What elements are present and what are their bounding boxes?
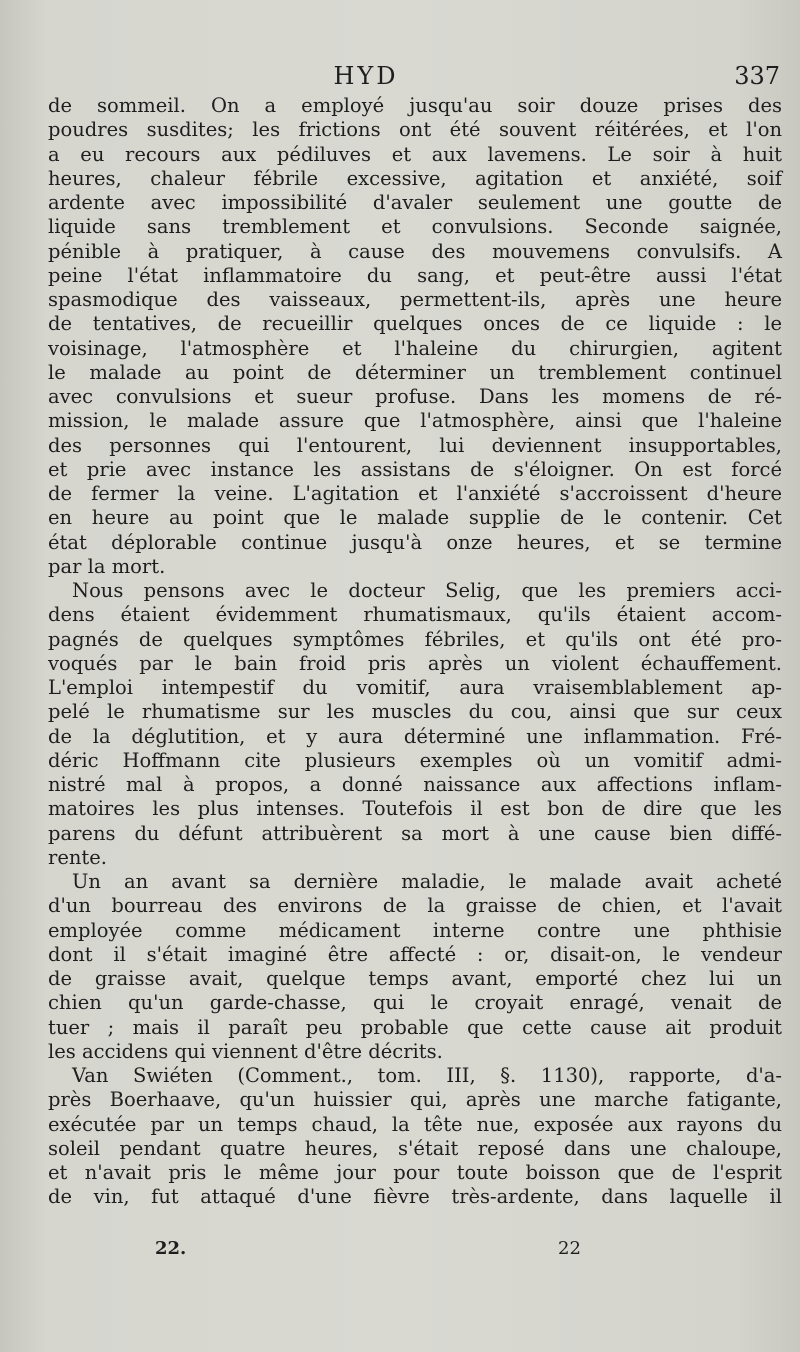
text-line: soleil pendant quatre heures, s'était reposé dans une chaloupe, — [48, 1136, 782, 1160]
signature-mark: 22. — [155, 1238, 187, 1259]
text-line: de graisse avait, quelque temps avant, emporté chez lui un — [48, 967, 782, 990]
page-number: 337 — [734, 62, 780, 90]
text-line: pénible à pratiquer, à cause des mouvemens convulsifs. A — [48, 239, 782, 263]
text-line: Un an avant sa dernière maladie, le malade avait acheté — [72, 870, 782, 893]
footer-number: 22 — [558, 1238, 581, 1259]
text-line: de fermer la veine. L'agitation et l'anxiété s'accroissent d'heure — [48, 482, 782, 505]
text-line: voqués par le bain froid pris après un violent échauffement. — [48, 651, 782, 675]
text-line: dens étaient évidemment rhumatismaux, qu'ils étaient accom- — [48, 603, 782, 627]
text-line: parens du défunt attribuèrent sa mort à une cause bien diffé- — [48, 821, 782, 845]
text-line: poudres susdites; les frictions ont été souvent réitérées, et l'on — [48, 118, 782, 142]
text-line: et prie avec instance les assistans de s'éloigner. On est forcé — [48, 457, 782, 481]
text-line: peine l'état inflammatoire du sang, et peut-être aussi l'état — [48, 263, 782, 287]
text-line: près Boerhaave, qu'un huissier qui, après une marche fatigante, — [48, 1088, 782, 1112]
running-head: HYD — [333, 62, 399, 90]
text-line: voisinage, l'atmosphère et l'haleine du chirurgien, agitent — [48, 336, 782, 360]
text-line: L'emploi intempestif du vomitif, aura vraisemblablement ap- — [48, 676, 782, 699]
body-text — [48, 94, 782, 1210]
text-line: pagnés de quelques symptômes fébriles, et qu'ils ont été pro- — [48, 627, 782, 651]
text-line: heures, chaleur fébrile excessive, agitation et anxiété, soif — [48, 166, 782, 190]
text-line: chien qu'un garde-chasse, qui le croyait enragé, venait de — [48, 991, 782, 1015]
text-line: en heure au point que le malade supplie de le contenir. Cet — [48, 506, 782, 530]
text-line: de sommeil. On a employé jusqu'au soir douze prises des — [48, 94, 782, 117]
text-line: spasmodique des vaisseaux, permettent-ils, après une heure — [48, 288, 782, 311]
text-line: de la déglutition, et y aura déterminé une inflammation. Fré- — [48, 724, 782, 748]
text-line: dont il s'était imaginé être affecté : or, disait-on, le vendeur — [48, 942, 782, 966]
text-line: d'un bourreau des environs de la graisse de chien, et l'avait — [48, 894, 782, 918]
text-line: employée comme médicament interne contre une phthisie — [48, 918, 782, 942]
text-line: des personnes qui l'entourent, lui deviennent insupportables, — [48, 433, 782, 457]
text-line: Van Swiéten (Comment., tom. III, §. 1130), rapporte, d'a- — [72, 1064, 782, 1087]
text-line: ardente avec impossibilité d'avaler seulement une goutte de — [48, 191, 782, 214]
text-line: pelé le rhumatisme sur les muscles du cou, ainsi que sur ceux — [48, 700, 782, 724]
text-line: les accidens qui viennent d'être décrits. — [48, 1039, 443, 1063]
text-line: matoires les plus intenses. Toutefois il est bon de dire que les — [48, 797, 782, 821]
text-line: de tentatives, de recueillir quelques onces de ce liquide : le — [48, 312, 782, 336]
text-line: état déplorable continue jusqu'à onze heures, et se termine — [48, 530, 782, 554]
text-line: liquide sans tremblement et convulsions. Seconde saignée, — [48, 215, 782, 239]
text-line: et n'avait pris le même jour pour toute boisson que de l'esprit — [48, 1161, 782, 1184]
text-line: exécutée par un temps chaud, la tête nue, exposée aux rayons du — [48, 1112, 782, 1136]
text-line: le malade au point de déterminer un tremblement continuel — [48, 360, 782, 384]
text-line: mission, le malade assure que l'atmosphère, ainsi que l'haleine — [48, 409, 782, 433]
text-line: rente. — [48, 845, 107, 869]
text-line: déric Hoffmann cite plusieurs exemples où un vomitif admi- — [48, 748, 782, 772]
text-line: Nous pensons avec le docteur Selig, que les premiers acci- — [72, 579, 782, 602]
text-line: tuer ; mais il paraît peu probable que cette cause ait produit — [48, 1015, 782, 1039]
text-line: par la mort. — [48, 554, 166, 578]
text-line: nistré mal à propos, a donné naissance aux affections inflam- — [48, 773, 782, 796]
text-line: a eu recours aux pédiluves et aux lavemens. Le soir à huit — [48, 142, 782, 166]
text-line: de vin, fut attaqué d'une fièvre très-ardente, dans laquelle il — [48, 1185, 782, 1209]
text-line: avec convulsions et sueur profuse. Dans les momens de ré- — [48, 385, 782, 408]
